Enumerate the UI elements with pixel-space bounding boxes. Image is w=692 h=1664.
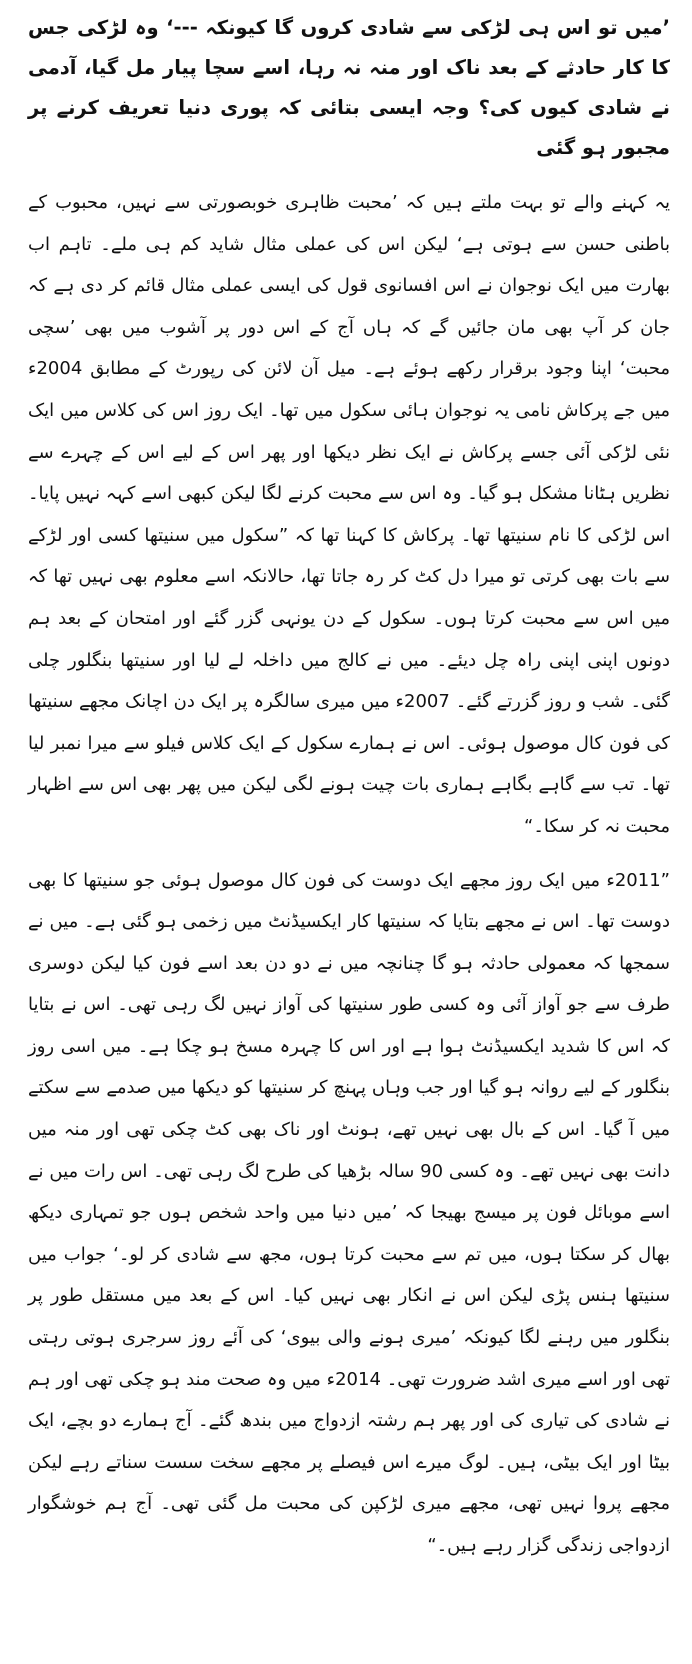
- article-headline: ’میں تو اس ہی لڑکی سے شادی کروں گا کیونکہ ---‘ وہ لڑکی جس کا کار حادثے کے بعد ناک اور منہ نہ رہا، اسے سچا پیار مل گیا، آدمی نے شادی کیوں کی؟ وجہ ایسی بتائی کہ پوری دنیا تعریف کرنے پر مجبور ہو گئی: [28, 16, 670, 159]
- article-paragraph-2: ”2011ء میں ایک روز مجھے ایک دوست کی فون کال موصول ہوئی جو سنیتھا کا بھی دوست تھا۔ اس نے مجھے بتایا کہ سنیتھا کار ایکسیڈنٹ میں زخمی ہو گئی ہے۔ میں نے سمجھا کہ معمولی حادثہ ہو گا چنانچہ میں نے دو دن بعد اسے فون کیا لیکن دوسری طرف سے جو آواز آئی وہ کسی طور سنیتھا کی آواز نہیں لگ رہی تھی۔ اس نے بتایا کہ اس کا شدید ایکسیڈنٹ ہوا ہے اور اس کا چہرہ مسخ ہو چکا ہے۔ میں اسی روز بنگلور کے لیے روانہ ہو گیا اور جب وہاں پہنچ کر سنیتھا کو دیکھا میں صدمے سے سکتے میں آ گیا۔ اس کے بال بھی نہیں تھے، ہونٹ اور ناک بھی کٹ چکی تھی اور منہ میں دانت بھی نہیں تھے۔ وہ کسی 90 سالہ بڑھیا کی طرح لگ رہی تھی۔ اس رات میں نے اسے موبائل فون پر میسج بھیجا کہ ’میں دنیا میں واحد شخص ہوں جو تمہاری دیکھ بھال کر سکتا ہوں، میں تم سے محبت کرتا ہوں، مجھ سے شادی کر لو۔‘ جواب میں سنیتھا ہنس پڑی لیکن اس نے انکار بھی نہیں کیا۔ اس کے بعد میں مستقل طور پر بنگلور میں رہنے لگا کیونکہ ’میری ہونے والی بیوی‘ کی آئے روز سرجری ہوتی رہتی تھی اور اسے میری اشد ضرورت تھی۔ 2014ء میں وہ صحت مند ہو چکی تھی اور ہم نے شادی کی تیاری کی اور پھر ہم رشتہ ازدواج میں بندھ گئے۔ آج ہمارے دو بچے، ایک بیٹا اور ایک بیٹی، ہیں۔ لوگ میرے اس فیصلے پر مجھے سخت سست سناتے رہے لیکن مجھے پروا نہیں تھی، مجھے میری لڑکپن کی محبت مل گئی تھی۔ آج ہم خوشگوار ازدواجی زندگی گزار رہے ہیں۔“: [28, 869, 670, 1556]
- article-paragraph-1: یہ کہنے والے تو بہت ملتے ہیں کہ ’محبت ظاہری خوبصورتی سے نہیں، محبوب کے باطنی حسن سے ہوتی ہے‘ لیکن اس کی عملی مثال شاید کم ہی ملے۔ تاہم اب بھارت میں ایک نوجوان نے اس افسانوی قول کی ایسی عملی مثال قائم کر دی ہے کہ جان کر آپ بھی مان جائیں گے کہ ہاں آج کے اس دور پر آشوب میں بھی ’سچی محبت‘ اپنا وجود برقرار رکھے ہوئے ہے۔ میل آن لائن کی رپورٹ کے مطابق 2004ء میں جے پرکاش نامی یہ نوجوان ہائی سکول میں تھا۔ ایک روز اس کی کلاس میں ایک نئی لڑکی آئی جسے پرکاش نے ایک نظر دیکھا اور پھر اس کے لیے اس کے چہرے سے نظریں ہٹانا مشکل ہو گیا۔ وہ اس سے محبت کرنے لگا لیکن کبھی اسے کہہ نہیں پایا۔ اس لڑکی کا نام سنیتھا تھا۔ پرکاش کا کہنا تھا کہ ”سکول میں سنیتھا کسی اور لڑکے سے بات بھی کرتی تو میرا دل کٹ کر رہ جاتا تھا، حالانکہ اسے معلوم بھی نہیں تھا کہ میں اس سے محبت کرتا ہوں۔ سکول کے دن یونہی گزر گئے اور امتحان کے بعد ہم دونوں اپنی اپنی راہ چل دیئے۔ میں نے کالج میں داخلہ لے لیا اور سنیتھا بنگلور چلی گئی۔ شب و روز گزرتے گئے۔ 2007ء میں میری سالگرہ پر ایک دن اچانک مجھے سنیتھا کی فون کال موصول ہوئی۔ اس نے ہمارے سکول کے ایک کلاس فیلو سے میرا نمبر لیا تھا۔ تب سے گاہے بگاہے ہماری بات چیت ہونے لگی لیکن میں پھر بھی اس سے اظہار محبت نہ کر سکا۔“: [28, 192, 670, 837]
